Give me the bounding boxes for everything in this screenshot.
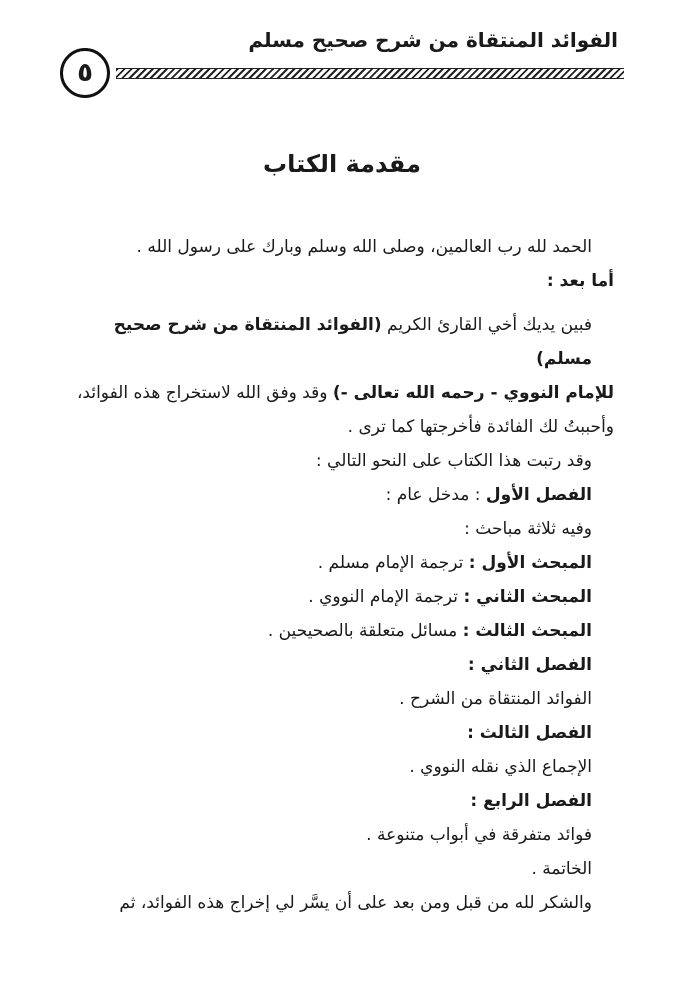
- chapter-2-text: الفوائد المنتقاة من الشرح .: [399, 689, 592, 709]
- chapter-1: [70, 478, 614, 512]
- page-body: [70, 150, 614, 920]
- amma-baad: أما بعد :: [546, 271, 614, 291]
- paragraph-book-intro: [70, 308, 614, 376]
- chapter-1-sub: وفيه ثلاثة مباحث :: [464, 519, 592, 539]
- section-3: [70, 614, 614, 648]
- paragraph-praise: الحمد لله رب العالمين، وصلى الله وسلم وبارك على رسول الله .: [136, 237, 592, 257]
- page-header: [60, 28, 624, 98]
- paragraph-arrangement: وقد رتبت هذا الكتاب على النحو التالي :: [315, 451, 592, 471]
- chapter-1-text: : مدخل عام :: [385, 485, 481, 505]
- chapter-3-text: الإجماع الذي نقله النووي .: [409, 757, 592, 777]
- imam-name: للإمام النووي - رحمه الله تعالى -): [332, 383, 614, 403]
- page-heading: مقدمة الكتاب: [263, 150, 421, 178]
- book-title: (الفوائد المنتقاة من شرح صحيح مسلم): [113, 315, 592, 369]
- section-3-label: المبحث الثالث :: [462, 621, 592, 641]
- section-2-label: المبحث الثاني :: [463, 587, 592, 607]
- page-number: ٥: [60, 48, 110, 98]
- section-2: [70, 580, 614, 614]
- chapter-2-label: الفصل الثاني :: [467, 655, 592, 675]
- section-1: [70, 546, 614, 580]
- ornamental-rule: [116, 68, 624, 79]
- paragraph-imam: [70, 376, 614, 410]
- section-3-text: مسائل متعلقة بالصحيحين .: [267, 621, 463, 641]
- section-1-text: ترجمة الإمام مسلم .: [317, 553, 469, 573]
- closing-line: والشكر لله من قبل ومن بعد على أن يسَّر لي إخراج هذه الفوائد، ثم: [119, 893, 592, 913]
- chapter-3-label: الفصل الثالث :: [467, 723, 592, 743]
- running-title: الفوائد المنتقاة من شرح صحيح مسلم: [248, 28, 618, 52]
- chapter-1-label: الفصل الأول: [485, 485, 592, 505]
- conclusion: الخاتمة .: [531, 859, 592, 879]
- intro-text: فبين يديك أخي القارئ الكريم: [381, 315, 592, 335]
- chapter-4-text: فوائد متفرقة في أبواب متنوعة .: [366, 825, 592, 845]
- section-1-label: المبحث الأول :: [468, 553, 592, 573]
- paragraph-love: وأحببتُ لك الفائدة فأخرجتها كما ترى .: [347, 417, 614, 437]
- chapter-4-label: الفصل الرابع :: [470, 791, 592, 811]
- section-2-text: ترجمة الإمام النووي .: [308, 587, 464, 607]
- imam-rest: وقد وفق الله لاستخراج هذه الفوائد،: [76, 383, 333, 403]
